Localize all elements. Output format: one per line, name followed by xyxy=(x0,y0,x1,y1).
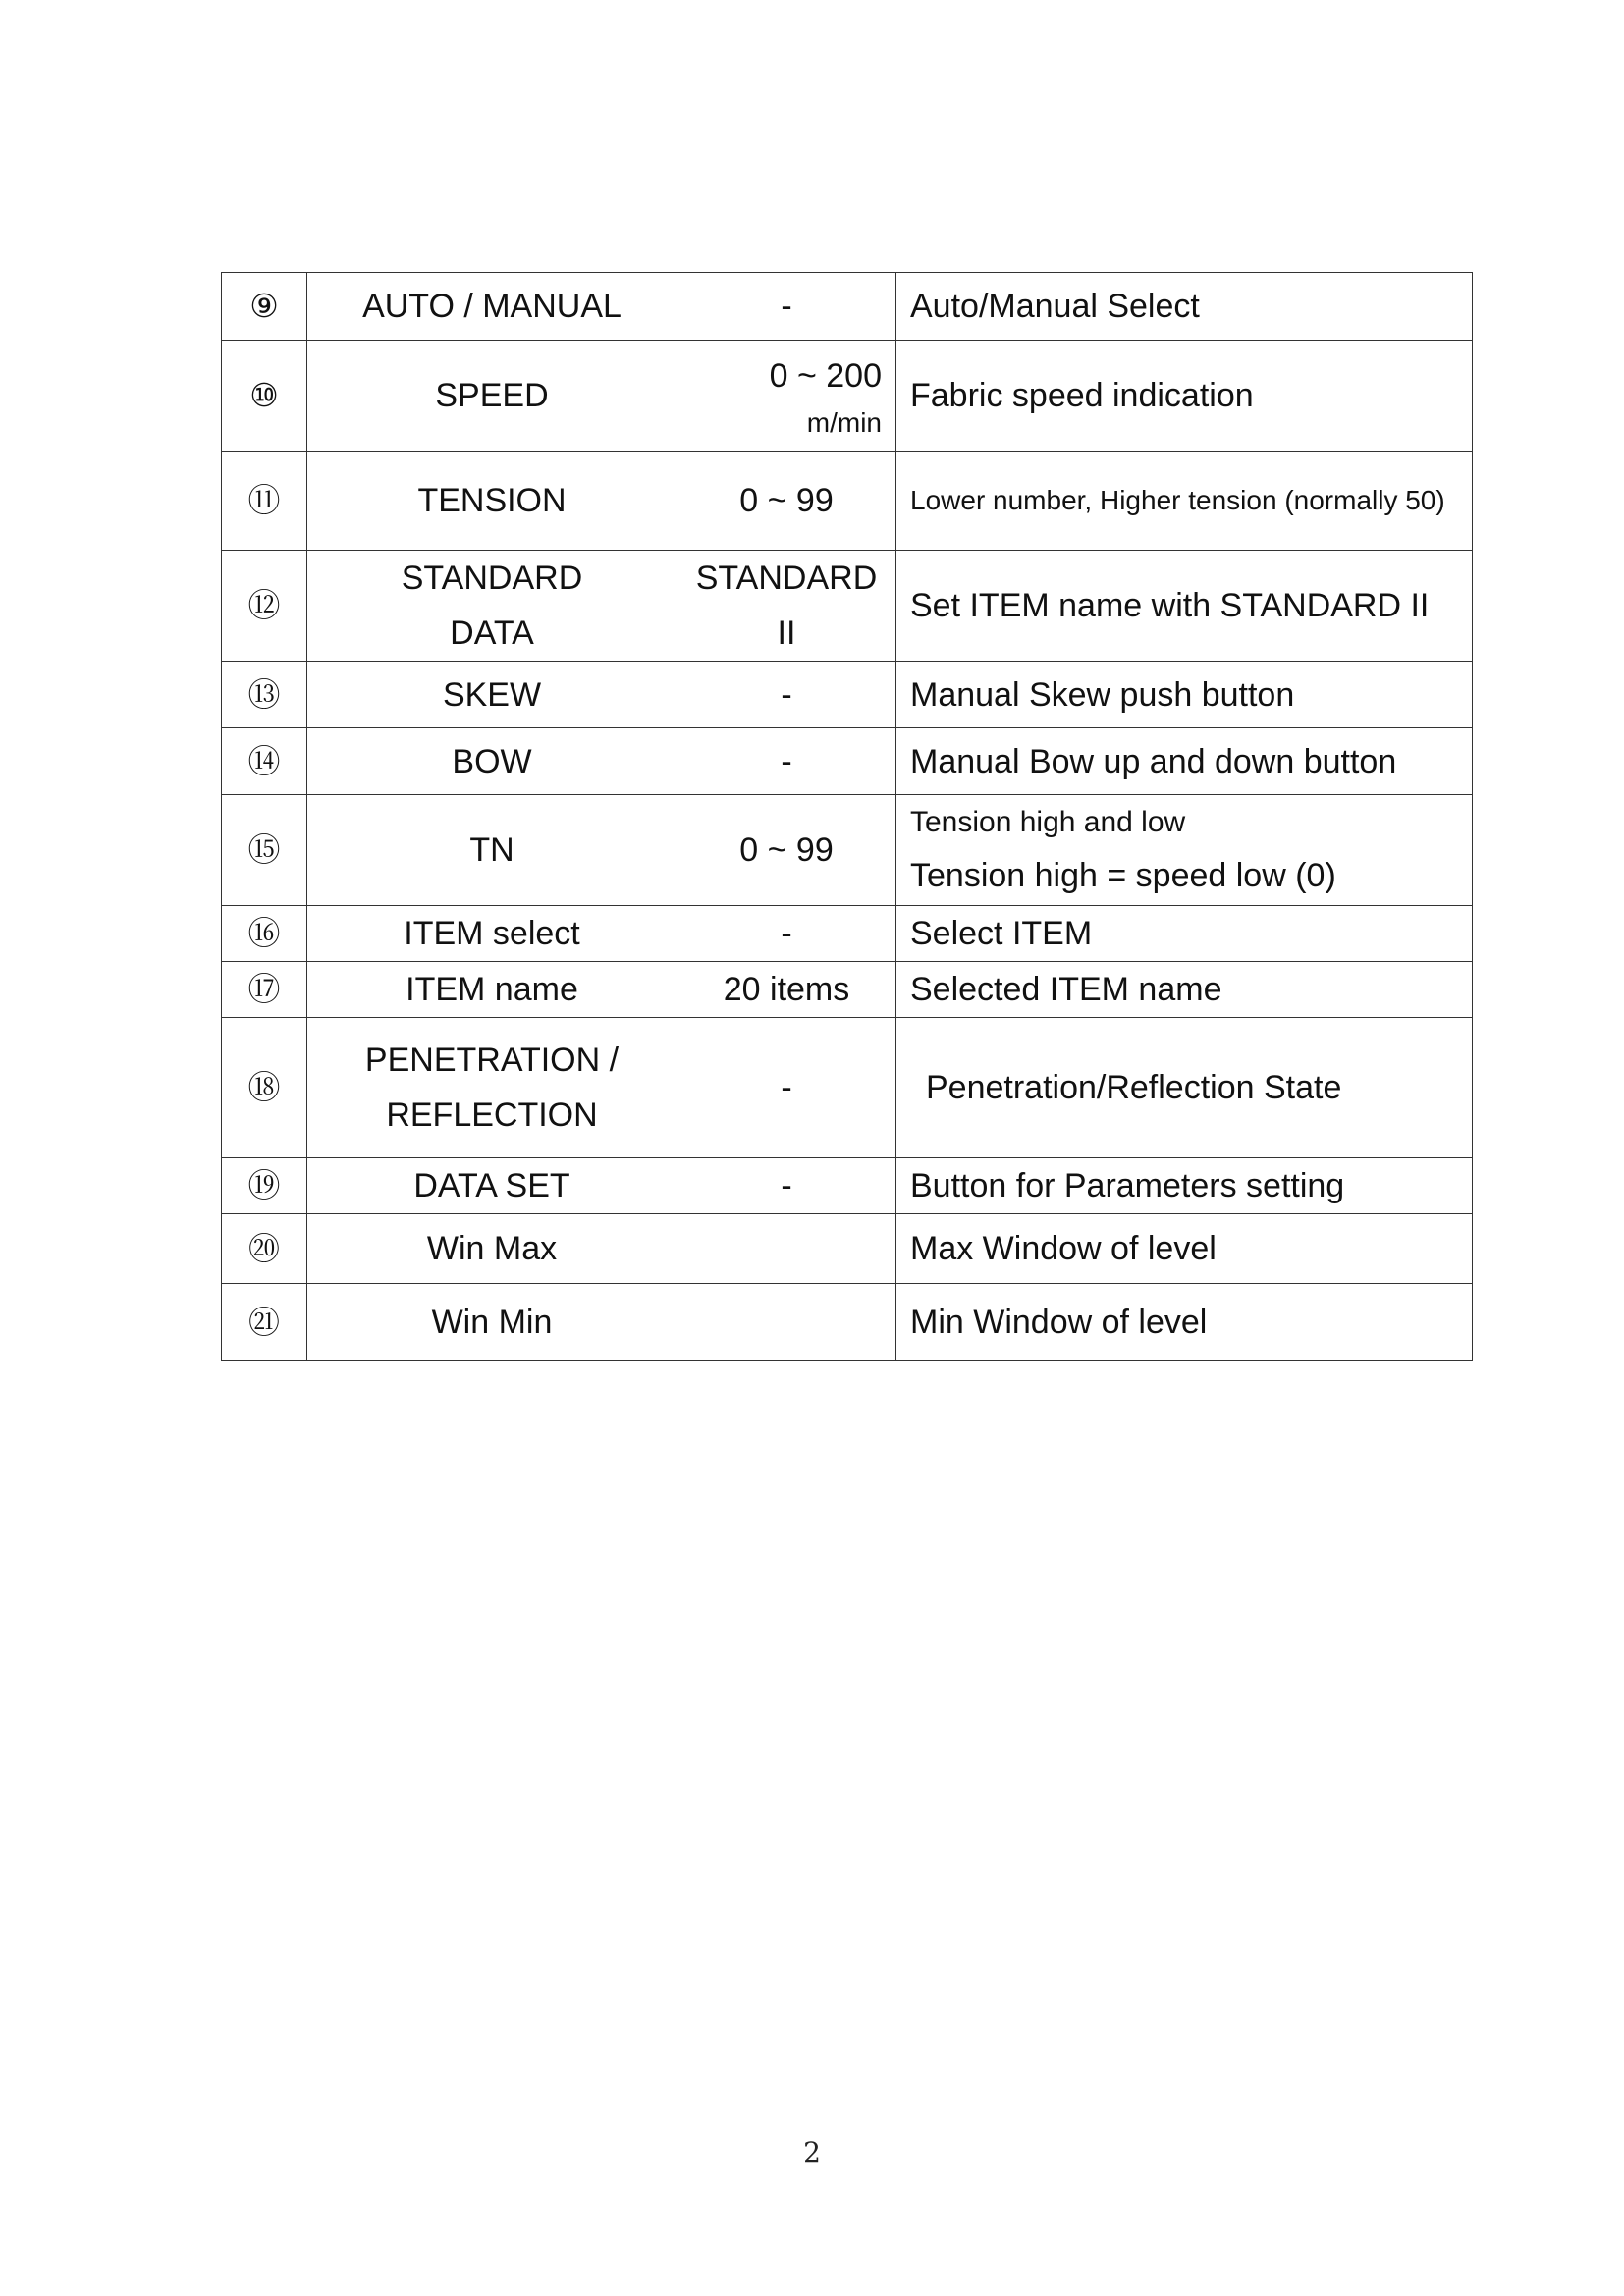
item-name: SKEW xyxy=(307,662,677,728)
item-name xyxy=(307,551,677,662)
range-line: II xyxy=(777,614,796,652)
item-description xyxy=(896,795,1473,906)
table-row xyxy=(222,906,1473,962)
item-range: 20 items xyxy=(677,962,896,1018)
item-name: Win Min xyxy=(307,1284,677,1361)
item-range: - xyxy=(677,1158,896,1214)
table-row xyxy=(222,551,1473,662)
range-value: 0 ~ 200 xyxy=(769,357,882,395)
item-description: Select ITEM xyxy=(896,906,1473,962)
row-number: ⑭ xyxy=(222,728,307,795)
item-description: Min Window of level xyxy=(896,1284,1473,1361)
item-description: Manual Bow up and down button xyxy=(896,728,1473,795)
page-number: 2 xyxy=(803,2136,821,2168)
range-line: STANDARD xyxy=(695,560,878,597)
row-number: ⑨ xyxy=(222,273,307,341)
item-range xyxy=(677,341,896,452)
description-line: Tension high and low xyxy=(910,806,1186,838)
item-name xyxy=(307,1018,677,1158)
item-description: Button for Parameters setting xyxy=(896,1158,1473,1214)
spec-table xyxy=(221,272,1473,1361)
row-number: ⑯ xyxy=(222,906,307,962)
item-description: Set ITEM name with STANDARD II xyxy=(896,551,1473,662)
item-range xyxy=(677,1284,896,1361)
item-name: BOW xyxy=(307,728,677,795)
item-description: Penetration/Reflection State xyxy=(896,1018,1473,1158)
item-range: 0 ~ 99 xyxy=(677,795,896,906)
item-name-line: REFLECTION xyxy=(386,1096,598,1134)
item-range xyxy=(677,1214,896,1284)
table-row xyxy=(222,341,1473,452)
item-range: - xyxy=(677,273,896,341)
row-number: ⑳ xyxy=(222,1214,307,1284)
item-description: Selected ITEM name xyxy=(896,962,1473,1018)
item-description: Lower number, Higher tension (normally 50) xyxy=(896,452,1473,551)
item-name: AUTO / MANUAL xyxy=(307,273,677,341)
item-name-line: DATA xyxy=(450,614,534,652)
item-name: TENSION xyxy=(307,452,677,551)
item-range xyxy=(677,551,896,662)
table-row xyxy=(222,273,1473,341)
table-row xyxy=(222,795,1473,906)
row-number: ⑱ xyxy=(222,1018,307,1158)
item-name: ITEM select xyxy=(307,906,677,962)
item-name: TN xyxy=(307,795,677,906)
item-name: SPEED xyxy=(307,341,677,452)
table-row xyxy=(222,1158,1473,1214)
row-number: ⑩ xyxy=(222,341,307,452)
table-row xyxy=(222,1284,1473,1361)
item-range: - xyxy=(677,906,896,962)
row-number: ⑮ xyxy=(222,795,307,906)
row-number: ⑫ xyxy=(222,551,307,662)
item-name: Win Max xyxy=(307,1214,677,1284)
item-name: DATA SET xyxy=(307,1158,677,1214)
item-range: - xyxy=(677,728,896,795)
row-number: ㉑ xyxy=(222,1284,307,1361)
description-line: Tension high = speed low (0) xyxy=(910,857,1336,894)
table-row xyxy=(222,1018,1473,1158)
item-range: - xyxy=(677,662,896,728)
table-row xyxy=(222,1214,1473,1284)
item-range: - xyxy=(677,1018,896,1158)
table-row xyxy=(222,452,1473,551)
table-row xyxy=(222,662,1473,728)
item-description: Fabric speed indication xyxy=(896,341,1473,452)
range-unit: m/min xyxy=(806,407,882,438)
item-name-line: PENETRATION / xyxy=(364,1041,620,1079)
row-number: ⑲ xyxy=(222,1158,307,1214)
item-name-line: STANDARD xyxy=(401,560,583,597)
row-number: ⑰ xyxy=(222,962,307,1018)
row-number: ⑬ xyxy=(222,662,307,728)
table-row xyxy=(222,728,1473,795)
table-row xyxy=(222,962,1473,1018)
item-range: 0 ~ 99 xyxy=(677,452,896,551)
item-description: Max Window of level xyxy=(896,1214,1473,1284)
item-description: Manual Skew push button xyxy=(896,662,1473,728)
row-number: ⑪ xyxy=(222,452,307,551)
item-name: ITEM name xyxy=(307,962,677,1018)
item-description: Auto/Manual Select xyxy=(896,273,1473,341)
